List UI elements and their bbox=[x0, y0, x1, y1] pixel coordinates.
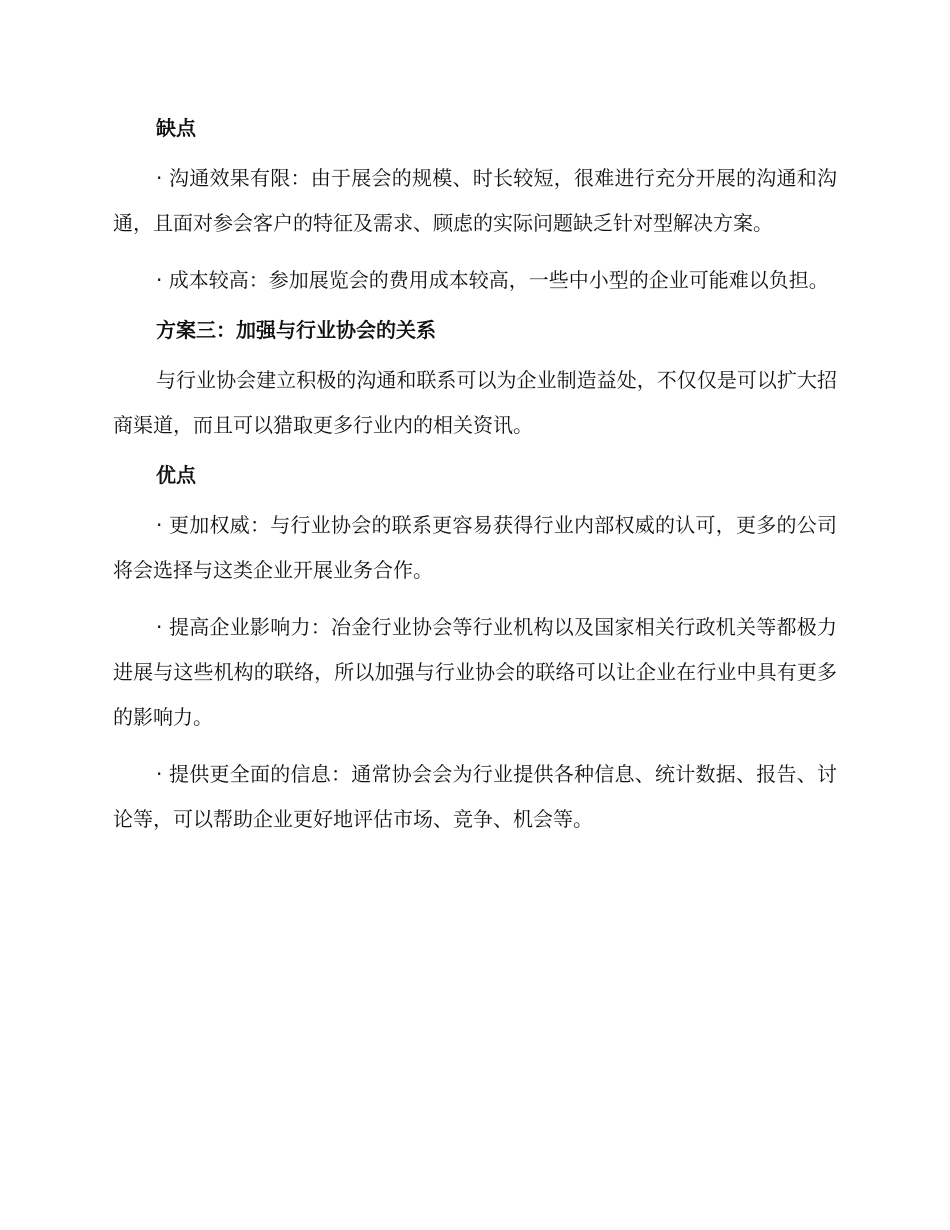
bullet-paragraph: · 沟通效果有限：由于展会的规模、时长较短，很难进行充分开展的沟通和沟通，且面对参会客户的特征及需求、顾虑的实际问题缺乏针对型解决方案。 bbox=[113, 166, 837, 235]
section-heading-advantages: 优点 bbox=[156, 463, 196, 487]
section-heading-disadvantages: 缺点 bbox=[156, 116, 196, 140]
section-heading-plan-three: 方案三：加强与行业协会的关系 bbox=[156, 318, 436, 342]
document-body bbox=[113, 113, 837, 842]
bullet-paragraph: · 更加权威：与行业协会的联系更容易获得行业内部权威的认可，更多的公司将会选择与这类企业开展业务合作。 bbox=[113, 513, 837, 582]
bullet-paragraph: · 提高企业影响力：冶金行业协会等行业机构以及国家相关行政机关等都极力进展与这些机构的联络，所以加强与行业协会的联络可以让企业在行业中具有更多的影响力。 bbox=[113, 615, 837, 729]
body-paragraph: 与行业协会建立积极的沟通和联系可以为企业制造益处，不仅仅是可以扩大招商渠道，而且可以猎取更多行业内的相关资讯。 bbox=[113, 368, 837, 437]
bullet-paragraph: · 提供更全面的信息：通常协会会为行业提供各种信息、统计数据、报告、讨论等，可以帮助企业更好地评估市场、竞争、机会等。 bbox=[113, 762, 837, 831]
bullet-paragraph: · 成本较高：参加展览会的费用成本较高，一些中小型的企业可能难以负担。 bbox=[156, 268, 829, 292]
